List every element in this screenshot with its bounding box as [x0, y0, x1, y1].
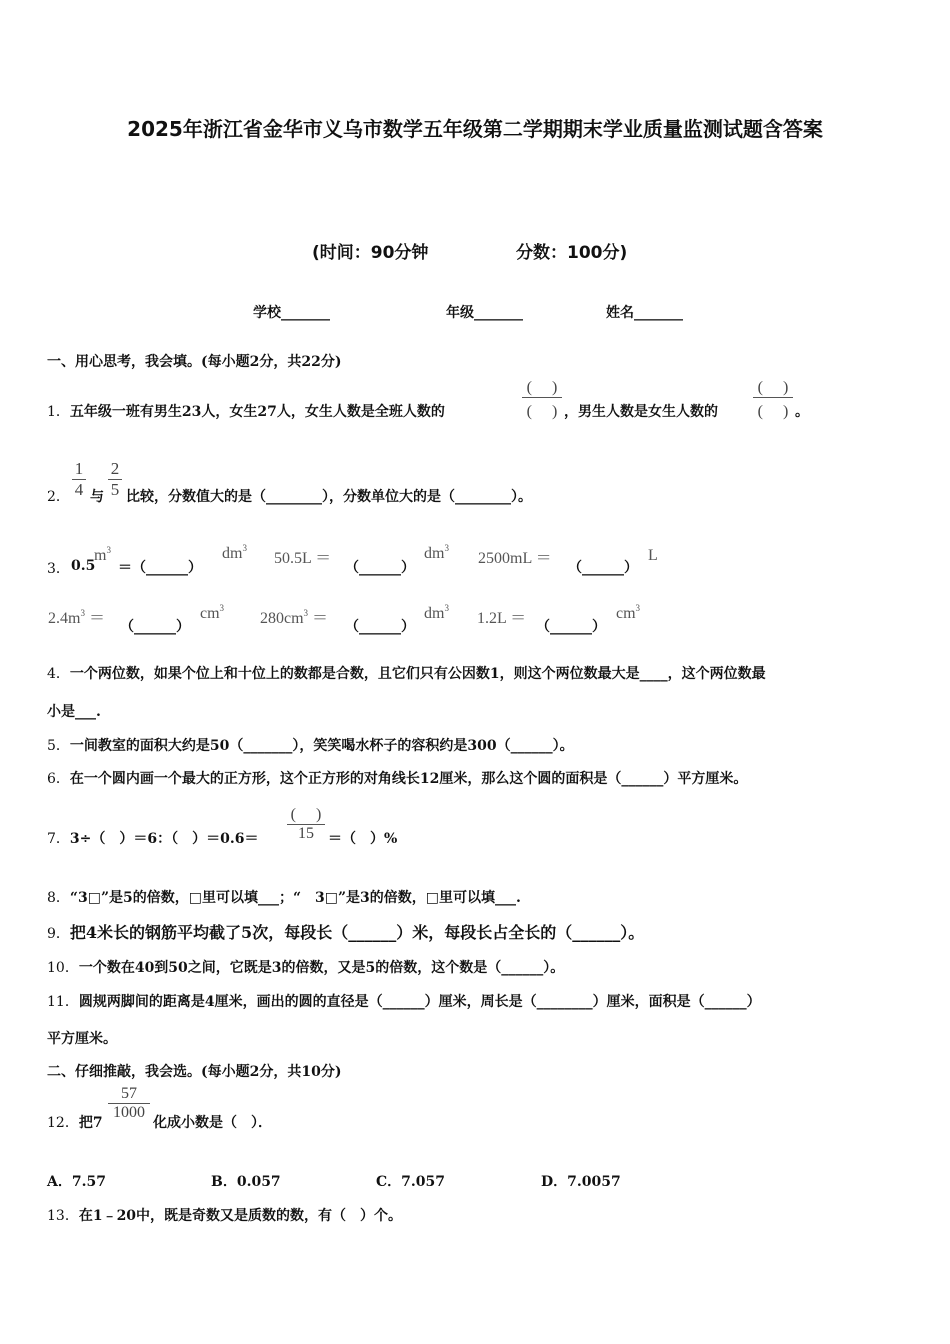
school-field: 学校_______ [253, 305, 330, 321]
question-text: ＝（ ）% [328, 831, 398, 847]
question-text: 0.5 [71, 558, 96, 574]
fraction-blank-1 [522, 374, 562, 421]
exam-time: (时间：90分钟 [312, 243, 429, 263]
denominator: 5 [110, 480, 120, 499]
question-number: 11． [47, 994, 79, 1010]
denominator: 15 [298, 825, 314, 842]
question-number: 12． [47, 1115, 79, 1131]
numerator: ( ) [526, 379, 558, 396]
numerator: 57 [121, 1085, 137, 1102]
denominator: ( ) [757, 403, 789, 420]
expression: $2.4m^3$ ＝ [48, 608, 105, 627]
question-text: 平方厘米。 [47, 1031, 117, 1047]
unit-label: $dm^3$ [424, 603, 449, 622]
expression: 2500mL ＝ [478, 550, 552, 567]
unit-label: $cm^3$ [616, 603, 641, 622]
question-8 [47, 887, 521, 907]
question-4 [47, 663, 766, 683]
question-text: 把4米长的钢筋平均截了5次，每段长（______）米，每段长占全长的（______）。 [69, 923, 645, 942]
question-9 [47, 920, 644, 943]
question-number: 9． [47, 926, 70, 942]
denominator: ( ) [526, 403, 558, 420]
question-text: 化成小数是（ ）． [153, 1115, 272, 1131]
name-field: 姓名_______ [606, 305, 683, 321]
grade-field: 年级_______ [446, 305, 523, 321]
question-5 [47, 735, 574, 755]
question-1 [47, 401, 445, 421]
option-d[interactable]: D．7.0057 [541, 1174, 621, 1190]
section-1-heading: 一、用心思考，我会填。(每小题2分，共22分) [47, 354, 342, 370]
question-text: 3÷（ ）＝6：（ ）＝0.6＝ [69, 831, 259, 847]
fraction-one-quarter [72, 459, 86, 500]
option-b[interactable]: B．0.057 [211, 1174, 281, 1190]
denominator: 1000 [113, 1104, 145, 1121]
question-text: 在一个圆内画一个最大的正方形，这个正方形的对角线长12厘米，那么这个圆的面积是（______）平方厘米。 [69, 771, 748, 787]
question-6 [47, 768, 747, 788]
question-text: 小是___. [47, 704, 101, 720]
question-text: 圆规两脚间的距离是4厘米，画出的圆的直径是（______）厘米，周长是（________）厘米，面积是（______） [78, 994, 761, 1010]
question-end: 。 [795, 404, 809, 420]
unit-label: $cm^3$ [200, 603, 225, 622]
question-text: 一个数在40到50之间，它既是3的倍数，又是5的倍数，这个数是（______）。 [78, 960, 565, 976]
question-text: 五年级一班有男生23人，女生27人，女生人数是全班人数的 [69, 404, 445, 420]
answer-blank[interactable]: （______） [536, 619, 606, 635]
question-text: ，男生人数是女生人数的 [564, 404, 718, 420]
option-c[interactable]: C．7.057 [376, 1174, 445, 1190]
numerator: 2 [110, 459, 120, 478]
answer-blank[interactable]: （______） [345, 560, 415, 576]
unit-label: $dm^3$ [424, 543, 449, 562]
question-number: 10． [47, 960, 79, 976]
question-text: 在1﹣20中，既是奇数又是质数的数，有（ ）个。 [78, 1208, 403, 1224]
question-number: 7． [47, 831, 70, 847]
unit-label: $m^3$ [94, 545, 111, 564]
numerator: ( ) [290, 806, 322, 823]
denominator: 4 [74, 480, 84, 499]
page-title: 2025年浙江省金华市义乌市数学五年级第二学期期末学业质量监测试题含答案 [127, 117, 823, 141]
question-text: 一间教室的面积大约是50（_______），笑笑喝水杯子的容积约是300（______）。 [69, 738, 574, 754]
question-7 [47, 828, 259, 848]
expression: $280cm^3$ ＝ [260, 608, 329, 627]
option-a[interactable]: A．7.57 [47, 1174, 106, 1190]
question-10 [47, 957, 564, 977]
question-number: 6． [47, 771, 70, 787]
question-text: ＝（______） [118, 560, 202, 576]
question-number: 2． [47, 489, 70, 505]
expression: 50.5L ＝ [274, 550, 332, 567]
fraction-blank-over-15 [287, 801, 325, 843]
question-number: 1． [47, 404, 70, 420]
answer-blank[interactable]: （______） [568, 560, 638, 576]
numerator: 1 [74, 459, 84, 478]
answer-blank[interactable]: （______） [345, 619, 415, 635]
question-13 [47, 1205, 402, 1225]
answer-blank[interactable]: （______） [120, 619, 190, 635]
exam-score: 分数：100分) [516, 243, 628, 263]
numerator: ( ) [757, 379, 789, 396]
fraction-blank-2 [753, 374, 793, 421]
question-text: 比较，分数值大的是（________），分数单位大的是（________）。 [126, 489, 532, 505]
section-2-heading: 二、仔细推敲，我会选。(每小题2分，共10分) [47, 1064, 342, 1080]
question-12 [47, 1112, 103, 1132]
question-number: 8． [47, 890, 70, 906]
expression: 1.2L ＝ [477, 610, 527, 627]
fraction-57-over-1000 [108, 1085, 150, 1122]
question-text: “3□”是5的倍数，□里可以填___；“ 3□”是3的倍数，□里可以填___. [69, 890, 521, 906]
unit-label: L [648, 547, 658, 564]
fraction-two-fifths [108, 459, 122, 500]
unit-label: $dm^3$ [222, 543, 247, 562]
question-11 [47, 991, 761, 1011]
question-number: 4． [47, 666, 70, 682]
question-text: 把7 [78, 1115, 103, 1131]
question-text: 一个两位数，如果个位上和十位上的数都是合数，且它们只有公因数1，则这个两位数最大是____，这个两位数最 [69, 666, 766, 682]
question-number: 3． [47, 561, 70, 577]
question-number: 5． [47, 738, 70, 754]
question-number: 13． [47, 1208, 79, 1224]
question-text: 与 [90, 489, 104, 505]
